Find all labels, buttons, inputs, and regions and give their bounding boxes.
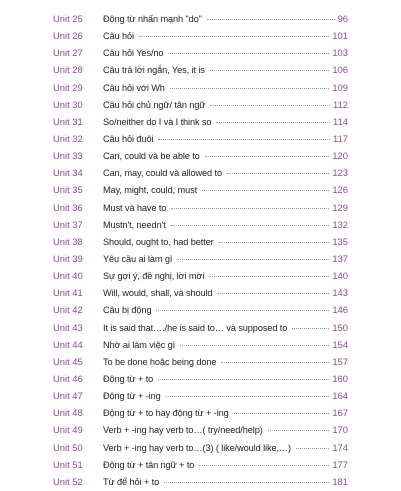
toc-entry-line [103,387,348,405]
unit-number: Unit 31 [53,115,83,127]
toc-entry[interactable] [0,199,401,216]
entry-title: Câu hỏi đuôi [103,133,154,144]
toc-entry[interactable] [0,439,401,456]
unit-number: Unit 45 [53,355,83,367]
page-number: 167 [332,407,348,419]
dot-leader [168,53,329,54]
dot-leader [219,242,330,243]
dot-leader [210,70,330,71]
unit-number: Unit 37 [53,218,83,230]
toc-entry[interactable] [0,404,401,421]
page-number: 140 [332,270,348,282]
toc-entry[interactable] [0,113,401,130]
toc-entry-line [103,61,348,79]
dot-leader [216,122,330,123]
toc-entry-line [103,44,348,62]
entry-title: Yêu cầu ai làm gì [103,253,173,264]
unit-number: Unit 48 [53,407,83,419]
toc-entry-line [103,439,348,457]
entry-title: Can, could và be able to [103,151,200,162]
toc-entry-line [103,96,348,114]
page-number: 181 [332,475,348,487]
entry-title: Will, would, shall, và should [103,288,213,299]
toc-entry[interactable] [0,421,401,438]
unit-number: Unit 28 [53,64,83,76]
page-number: 126 [332,184,348,196]
toc-entry-line [103,250,348,268]
page-number: 135 [332,235,348,247]
toc-entry[interactable] [0,61,401,78]
dot-leader [139,36,329,37]
entry-title: Verb + -ing hay verb to…(3) ( like/would like,…) [103,442,291,453]
toc-entry[interactable] [0,387,401,404]
unit-number: Unit 39 [53,252,83,264]
toc-entry[interactable] [0,301,401,318]
toc-entry-line [103,421,348,439]
toc-entry-line [103,284,348,302]
dot-leader [234,413,330,414]
entry-title: It is said that…./he is said to… và supposed to [103,322,288,333]
dot-leader [292,328,329,329]
toc-entry-line [103,181,348,199]
unit-number: Unit 50 [53,441,83,453]
unit-number: Unit 32 [53,132,83,144]
toc-entry[interactable] [0,353,401,370]
toc-entry-line [103,233,348,251]
toc-entry-line [103,113,348,131]
page-number: 170 [332,424,348,436]
entry-title: Câu hỏi [103,31,134,42]
dot-leader [171,208,329,209]
page-number: 154 [332,338,348,350]
toc-entry-line [103,147,348,165]
toc-entry-line [103,301,348,319]
unit-number: Unit 35 [53,184,83,196]
toc-entry[interactable] [0,10,401,27]
unit-number: Unit 38 [53,235,83,247]
dot-leader [170,88,330,89]
page-number: 101 [332,30,348,42]
unit-number: Unit 44 [53,338,83,350]
toc-entry[interactable] [0,336,401,353]
unit-number: Unit 47 [53,390,83,402]
unit-number: Unit 42 [53,304,83,316]
page-number: 96 [337,13,348,24]
toc-entry-line [103,79,348,97]
dot-leader [296,448,329,449]
dot-leader [227,173,329,174]
unit-number: Unit 33 [53,150,83,162]
entry-title: Mustn't, needn't [103,219,166,230]
entry-title: Từ để hỏi + to [103,476,160,487]
dot-leader [202,190,329,191]
unit-number: Unit 27 [53,47,83,59]
unit-number: Unit 26 [53,30,83,42]
page-number: 123 [332,167,348,179]
page-number: 150 [332,321,348,333]
toc-entry[interactable] [0,216,401,233]
entry-title: Câu hỏi Yes/no [103,48,164,59]
toc-entry[interactable] [0,473,401,490]
page-number: 137 [332,252,348,264]
toc-entry-line [103,336,348,354]
dot-leader [205,156,330,157]
entry-title: Sự gợi ý, đề nghị, lời mời [103,271,205,282]
toc-entry-line [103,473,348,491]
entry-title: To be done hoặc being done [103,356,217,367]
toc-entry[interactable] [0,319,401,336]
toc-entry-line [103,27,348,45]
entry-title: Động từ + -ing [103,391,161,402]
dot-leader [171,225,330,226]
dot-leader [156,310,329,311]
unit-number: Unit 34 [53,167,83,179]
entry-title: Câu bị động [103,305,152,316]
entry-title: Câu hỏi với Wh [103,82,165,93]
page-number: 164 [332,390,348,402]
page-number: 117 [333,132,348,144]
toc-entry[interactable] [0,79,401,96]
dot-leader [158,139,330,140]
dot-leader [221,362,329,363]
entry-title: Must và have to [103,202,167,213]
page-number: 146 [332,304,348,316]
toc-entry[interactable] [0,267,401,284]
toc-entry[interactable] [0,370,401,387]
unit-number: Unit 51 [53,458,83,470]
entry-title: Nhờ ai làm việc gì [103,339,176,350]
unit-number: Unit 29 [53,81,83,93]
dot-leader [166,396,330,397]
toc-entry-line [103,319,348,337]
page-number: 114 [333,115,348,127]
toc-entry[interactable] [0,284,401,301]
entry-title: Câu hỏi chủ ngữ/ tân ngữ [103,99,206,110]
page-number: 160 [332,372,348,384]
page-number: 143 [332,287,348,299]
unit-number: Unit 52 [53,475,83,487]
toc-entry[interactable] [0,456,401,473]
dot-leader [210,105,330,106]
toc-entry-line [103,199,348,217]
toc-entry-line [103,164,348,182]
page-number: 109 [332,81,348,93]
entry-title: May, might, could, must [103,185,198,196]
toc-entry-line [103,216,348,234]
unit-number: Unit 36 [53,201,83,213]
toc-entry-line [103,456,348,474]
dot-leader [158,379,329,380]
page-number: 157 [332,355,348,367]
page-number: 112 [333,98,348,110]
entry-title: Verb + -ing hay verb to…( try/need/help) [103,425,263,436]
page-number: 132 [332,218,348,230]
unit-number: Unit 30 [53,98,83,110]
dot-leader [177,259,329,260]
toc-entry-line [103,370,348,388]
toc-entry-line [103,404,348,422]
unit-number: Unit 25 [53,13,83,24]
dot-leader [207,19,335,20]
page-number: 120 [332,150,348,162]
dot-leader [180,345,329,346]
unit-number: Unit 43 [53,321,83,333]
unit-number: Unit 41 [53,287,83,299]
entry-title: So/neither do I và I think so [103,116,212,127]
unit-number: Unit 40 [53,270,83,282]
dot-leader [199,465,329,466]
entry-title: Động từ + to hay động từ + -ing [103,408,229,419]
toc-entry[interactable] [0,130,401,147]
entry-title: Can, may, could và allowed to [103,168,222,179]
toc-entry[interactable] [0,147,401,164]
unit-number: Unit 46 [53,372,83,384]
page-number: 106 [332,64,348,76]
toc-entry[interactable] [0,250,401,267]
toc-entry[interactable] [0,27,401,44]
entry-title: Động từ nhấn mạnh "do" [103,14,202,24]
toc-entry-line [103,353,348,371]
toc-entry-line [103,130,348,148]
page-number: 129 [332,201,348,213]
dot-leader [164,482,329,483]
page-number: 103 [332,47,348,59]
toc-entry-line [103,267,348,285]
table-of-contents [0,10,401,490]
page-number: 174 [332,441,348,453]
dot-leader [268,430,330,431]
dot-leader [217,293,329,294]
toc-entry[interactable] [0,181,401,198]
toc-entry-line [103,10,348,28]
toc-entry[interactable] [0,96,401,113]
dot-leader [209,276,329,277]
entry-title: Động từ + tân ngữ + to [103,459,195,470]
unit-number: Unit 49 [53,424,83,436]
toc-entry[interactable] [0,233,401,250]
page-number: 177 [332,458,348,470]
entry-title: Should, ought to, had better [103,236,214,247]
toc-entry[interactable] [0,44,401,61]
entry-title: Câu trả lời ngắn, Yes, it is [103,65,205,76]
toc-entry[interactable] [0,164,401,181]
entry-title: Động từ + to [103,373,154,384]
